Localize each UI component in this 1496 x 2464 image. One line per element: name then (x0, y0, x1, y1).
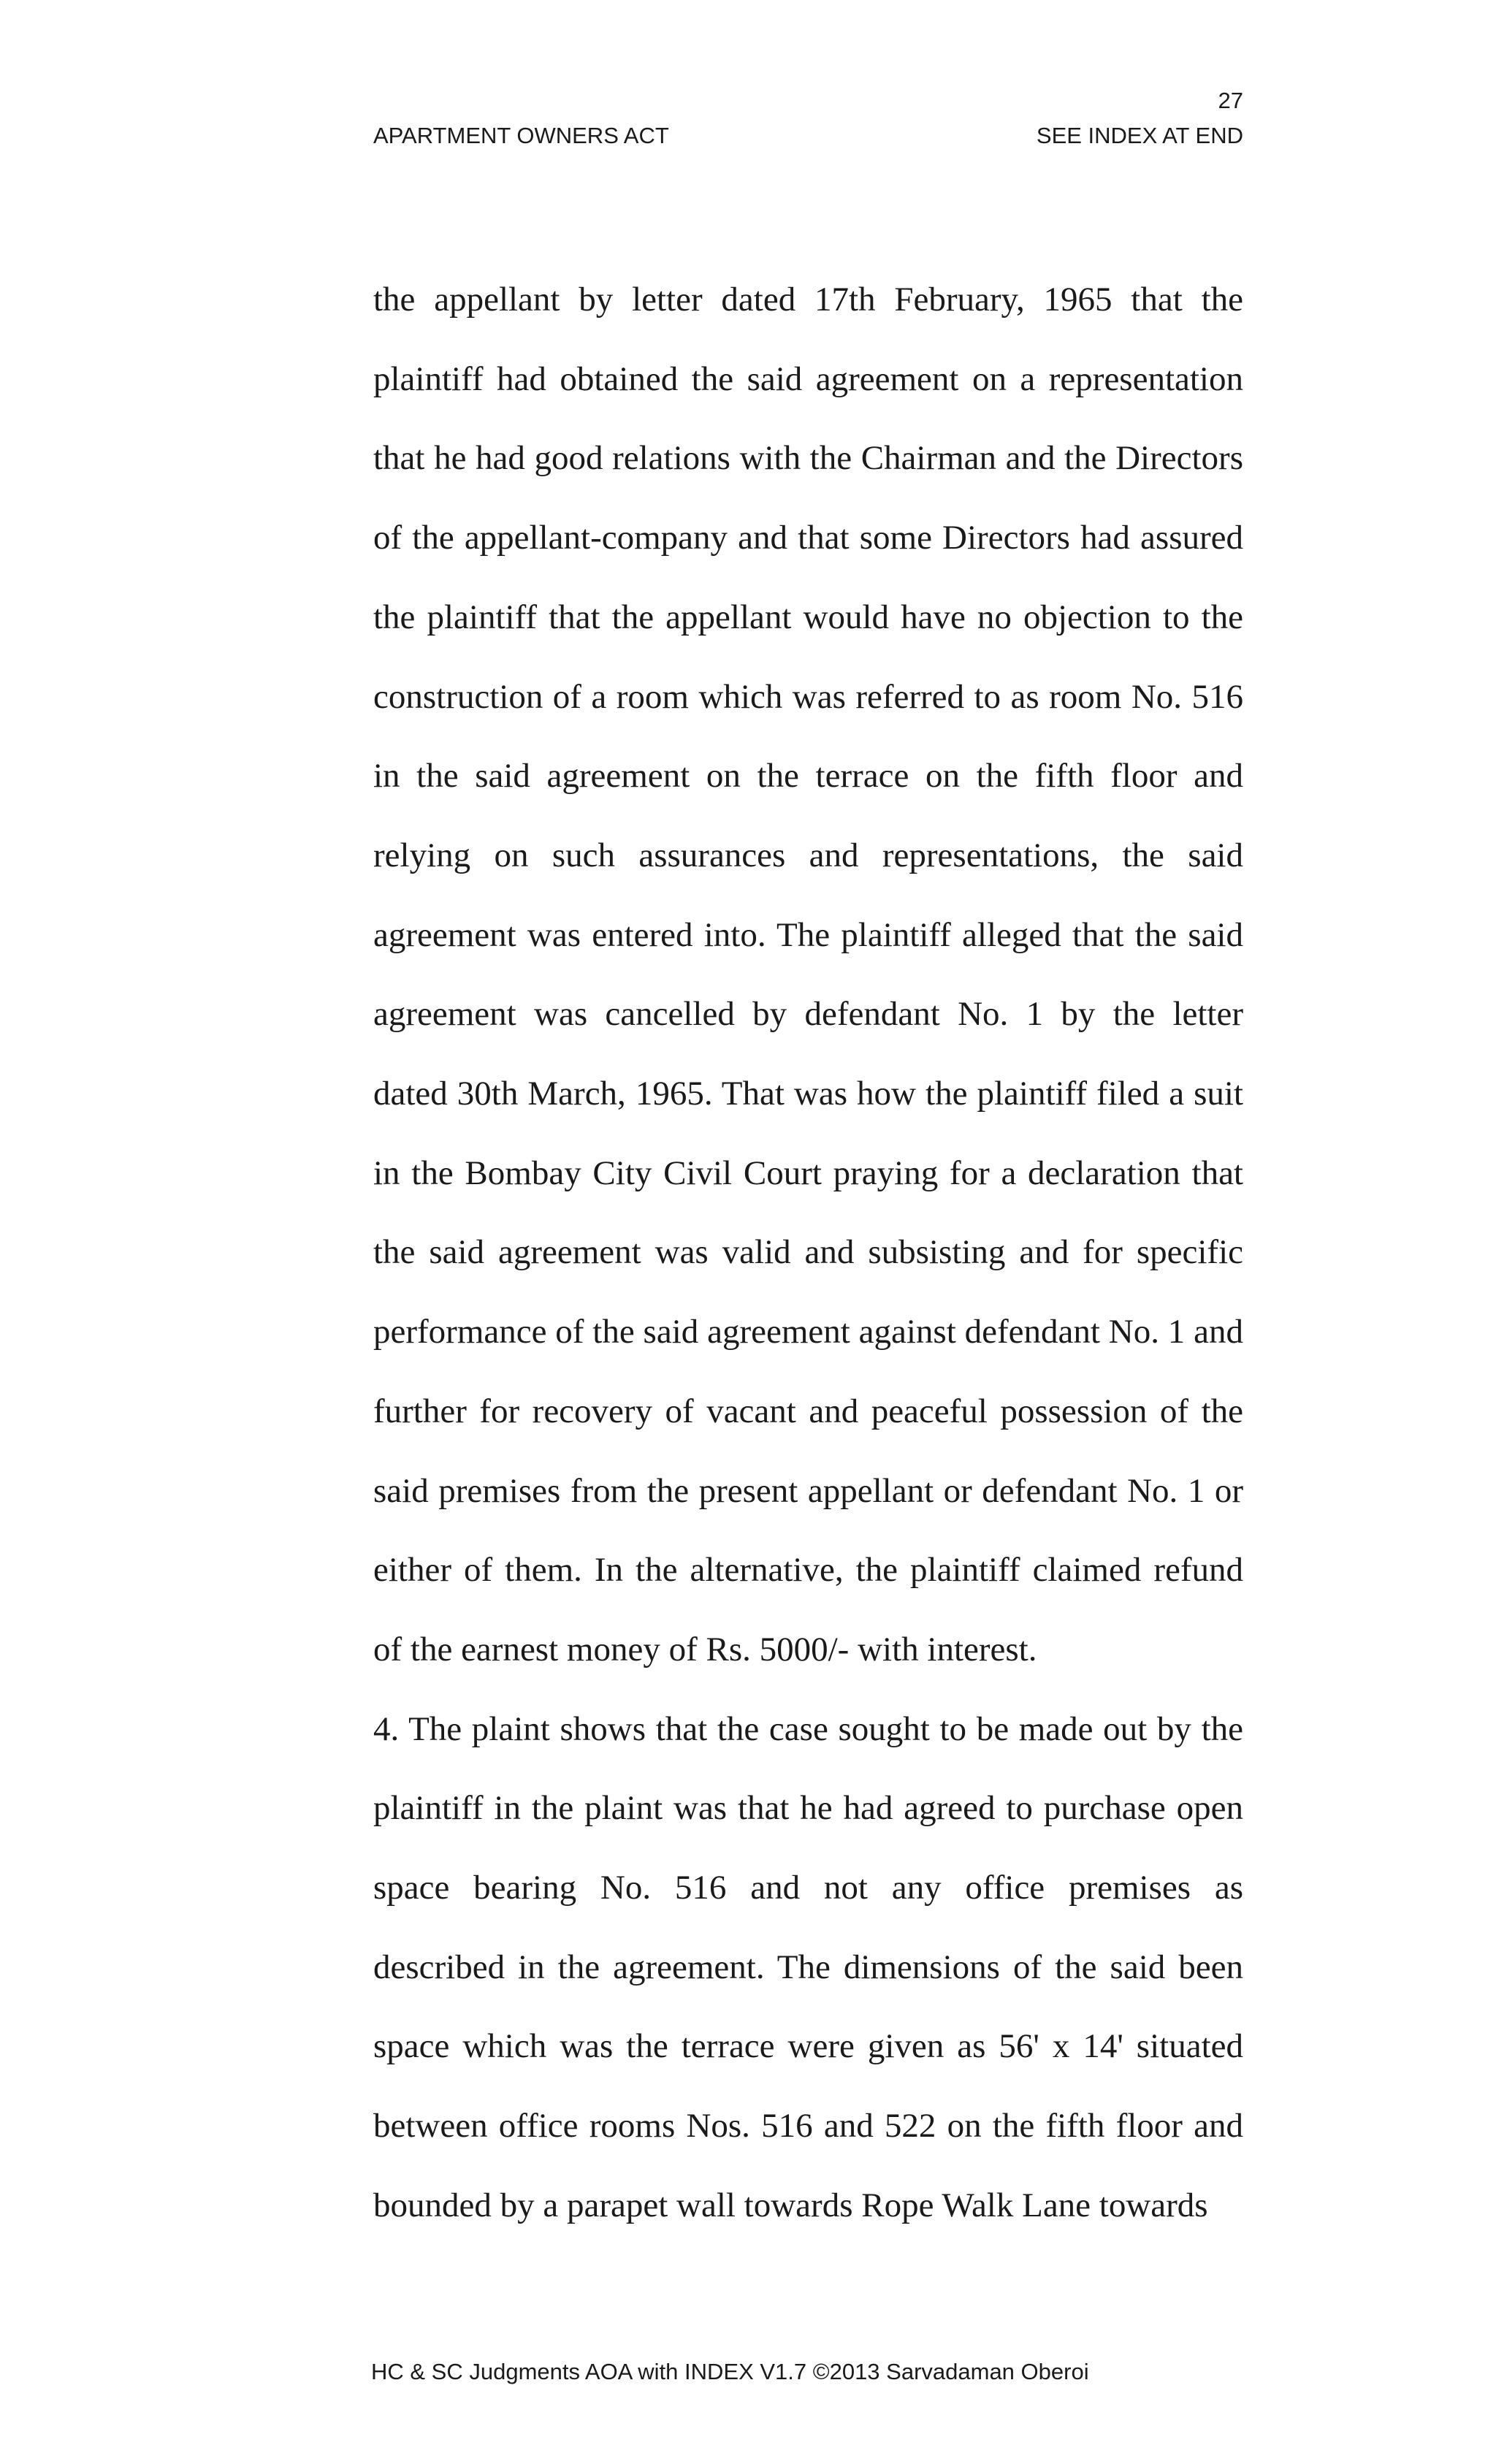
judgment-text (373, 260, 1243, 2246)
header-title: APARTMENT OWNERS ACT (373, 123, 669, 148)
footer-copyright: HC & SC Judgments AOA with INDEX V1.7 ©2013 Sarvadaman Oberoi (371, 2359, 1089, 2384)
header-index-note: SEE INDEX AT END (1036, 123, 1243, 148)
paragraph: the appellant by letter dated 17th February, 1965 that the plaintiff had obtained the said agreement on a representation that he had good relations with the Chairman and the Directors of the appellant-company and that some Directors had assured the plaintiff that the appellant would have no objection to the construction of a room which was referred to as room No. 516 in the said agreement on the terrace on the fifth floor and relying on such assurances and representations, the said agreement was entered into. The plaintiff alleged that the said agreement was cancelled by defendant No. 1 by the letter dated 30th March, 1965. That was how the plaintiff filed a suit in the Bombay City Civil Court praying for a declaration that the said agreement was valid and subsisting and for specific performance of the said agreement against defendant No. 1 and further for recovery of vacant and peaceful possession of the said premises from the present appellant or defendant No. 1 or either of them. In the alternative, the plaintiff claimed refund of the earnest money of Rs. 5000/- with interest. (373, 281, 1243, 1668)
page-number: 27 (1218, 88, 1243, 113)
paragraph: 4. The plaint shows that the case sought to be made out by the plaintiff in the plaint was that he had agreed to purchase open space bearing No. 516 and not any office premises as described in the agreement. The dimensions of the said been space which was the terrace were given as 56' x 14' situated between office rooms Nos. 516 and 522 on the fifth floor and bounded by a parapet wall towards Rope Walk Lane towards (373, 1709, 1243, 2224)
running-header (373, 124, 1243, 147)
